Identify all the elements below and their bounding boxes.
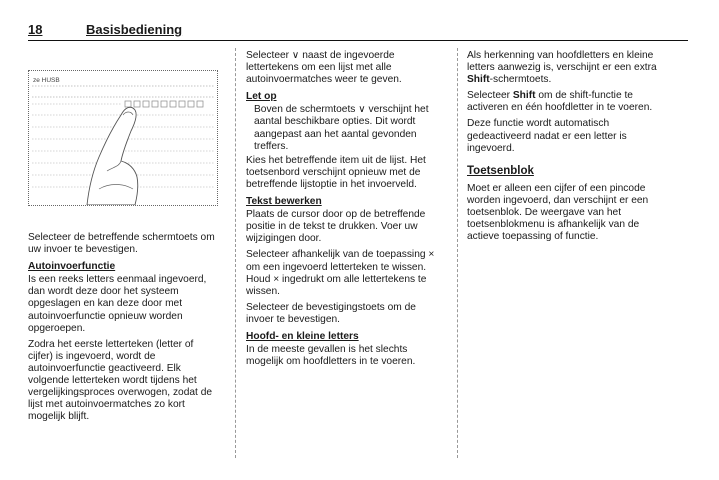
note-block <box>246 104 446 152</box>
autoinvoer-heading: Autoinvoerfunctie <box>28 261 116 273</box>
chevron-down-icon: ∨ <box>358 104 366 116</box>
kies-paragraph: Kies het betreffende item uit de lijst. Het toetsenbord verschijnt opnieuw met de betreffende lijstoptie in het invoerveld. <box>246 154 426 190</box>
shift-keyword: Shift <box>467 74 490 86</box>
column-middle <box>246 50 446 372</box>
page-header <box>28 18 688 41</box>
chevron-down-icon: ∨ <box>291 50 300 61</box>
toetsenblok-heading: Toetsenblok <box>467 164 534 177</box>
tekst-paragraph-3: Selecteer de bevestigingstoets om de invoer te bevestigen. <box>246 301 416 325</box>
shift-keyword: Shift <box>512 90 536 102</box>
column-left <box>28 50 218 427</box>
hoofd-paragraph: In de meeste gevallen is het slechts mogelijk om hoofdletters in te voeren. <box>246 344 416 368</box>
page-number: 18 <box>28 22 43 37</box>
section-title: Basisbediening <box>86 22 183 37</box>
autoinvoer-paragraph-1: Is een reeks letters eenmaal ingevoerd, dan wordt deze door het systeem opgeslagen en kan deze door met autoinvoerfunctie opnieuw worden opgeroepen. <box>28 274 207 334</box>
tekst-bewerken-heading: Tekst bewerken <box>246 196 322 208</box>
cross-icon: × <box>428 249 435 261</box>
shift-paragraph-1: Als herkenning van hoofdletters en kleine letters aanwezig is, verschijnt er een extra Shift-schermtoets. <box>467 50 657 86</box>
input-field-text: ze HUSB <box>33 77 60 84</box>
shift-paragraph-2: Selecteer Shift om de shift-functie te activeren en één hoofdletter in te voeren. <box>467 90 653 114</box>
column-divider <box>457 48 458 458</box>
shift-paragraph-3: Deze functie wordt automatisch gedeactiveerd nadat er een letter is ingevoerd. <box>467 118 627 154</box>
tekst-paragraph-2: Selecteer afhankelijk van de toepassing × om een ingevoerd letterteken te wissen. Houd × ingedrukt om alle lettertekens te wissen. <box>246 249 435 297</box>
finger-touch-illustration <box>29 71 217 205</box>
tekst-paragraph-1: Plaats de cursor door op de betreffende positie in de tekst te drukken. Voer uw wijzigingen door. <box>246 209 426 245</box>
column-divider <box>235 48 236 458</box>
keyboard-illustration <box>28 70 218 206</box>
autoinvoer-paragraph-2: Zodra het eerste letterteken (letter of cijfer) is ingevoerd, wordt de autoinvoerfunctie geactiveerd. Elk volgende letterteken wordt tijdens het vergelijkingsproces overwogen, zodat de lijst met autoinvoermatches zo kort mogelijk blijft. <box>28 338 213 423</box>
note-paragraph: Boven de schermtoets ∨ verschijnt het aantal beschikbare opties. Dit wordt aangepast aan het aantal gevonden treffers. <box>254 104 429 152</box>
cross-icon: × <box>273 273 280 285</box>
figure-caption: Selecteer de betreffende schermtoets om uw invoer te bevestigen. <box>28 232 215 256</box>
note-heading: Let op <box>246 91 277 103</box>
toetsenblok-paragraph: Moet er alleen een cijfer of een pincode worden ingevoerd, dan verschijnt er een toetsenblok. De weergave van het toetsenblokmenu is afhankelijk van de actieve toepassing of functie. <box>467 182 649 243</box>
intro-paragraph: Selecteer ∨ naast de ingevoerde lettertekens om een lijst met alle autoinvoermatches weer te geven. <box>246 50 402 86</box>
hoofd-kleine-letters-heading: Hoofd- en kleine letters <box>246 330 359 342</box>
column-right <box>467 50 667 247</box>
